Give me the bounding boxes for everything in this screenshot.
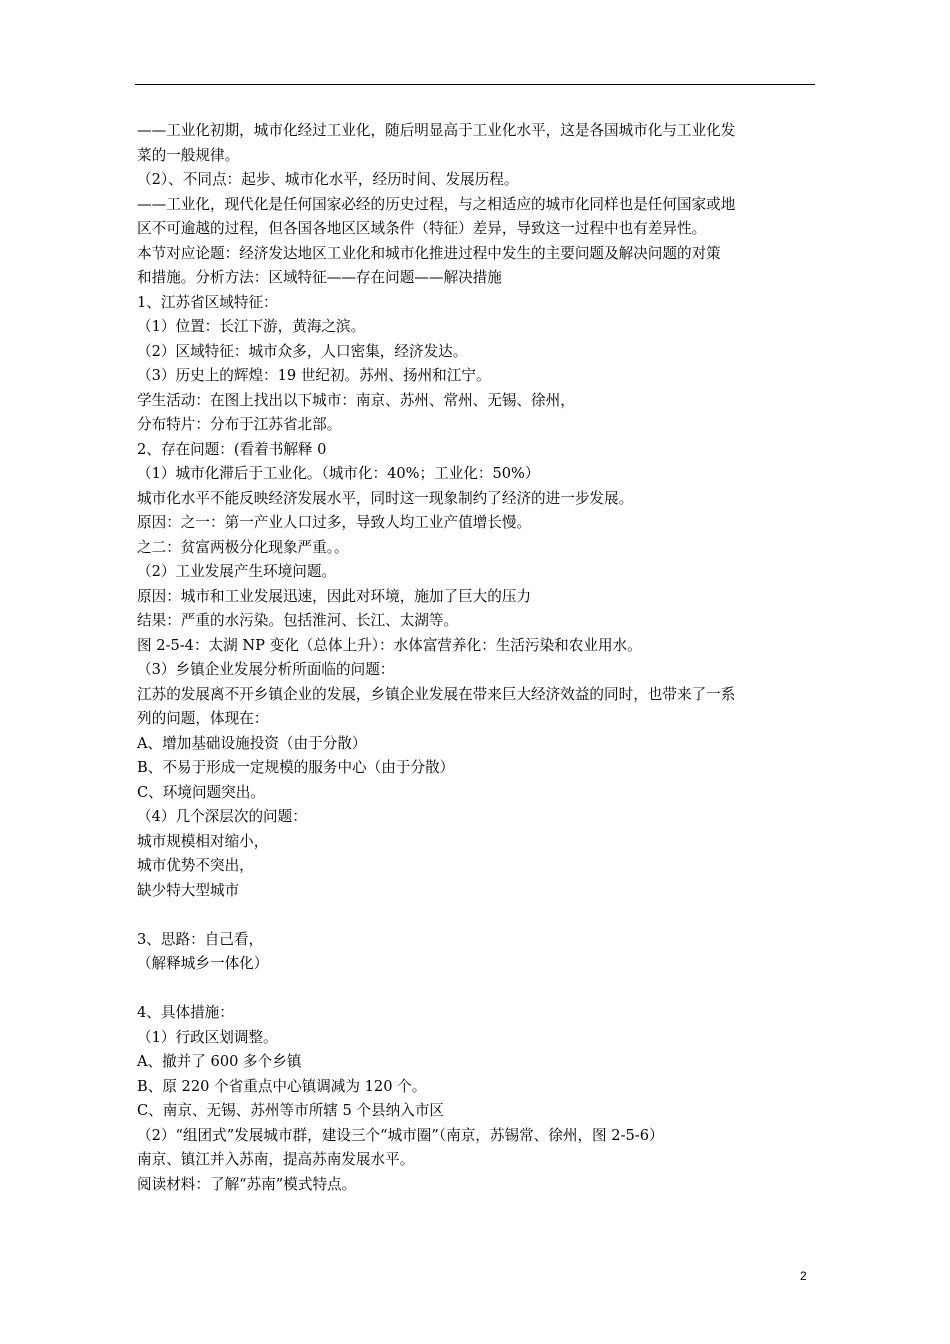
text-line: 之二：贫富两极分化现象严重。。: [137, 538, 349, 556]
text-line: （2）、不同点：起步、城市化水平，经历时间、发展历程。: [137, 171, 519, 188]
blank-line: [137, 977, 817, 1002]
text-line: （1）城市化滞后于工业化。（城市化：40%；工业化：50%）: [137, 465, 540, 482]
text-line: 学生活动：在图上找出以下城市：南京、苏州、常州、无锡、徐州，: [137, 391, 575, 409]
text-line: 原因：城市和工业发展迅速，因此对环境，施加了巨大的压力: [137, 587, 532, 605]
page-number: 2: [800, 1269, 807, 1283]
text-line: 分布特片：分布于江苏省北部。: [137, 416, 342, 433]
text-line: （解释城乡一体化）: [137, 955, 269, 972]
text-line: 阅读材料：了解“苏南”模式特点。: [137, 1175, 357, 1193]
text-line: 南京、镇江并入苏南，提高苏南发展水平。: [137, 1151, 415, 1168]
text-line: 3、思路：自己看，: [137, 930, 264, 948]
text-line: 城市规模相对缩小，: [137, 832, 269, 850]
text-line: 结果：严重的水污染。包括淮河、长江、太湖等。: [137, 612, 459, 629]
text-line: （2）“组团式”发展城市群，建设三个“城市圈”（南京，苏锡常、徐州，图 2-5-6）: [137, 1126, 664, 1144]
text-line: （1）位置：长江下游，黄海之滨。: [137, 318, 366, 335]
text-line: B、不易于形成一定规模的服务中心（由于分散）: [137, 759, 455, 776]
text-line: 城市化水平不能反映经济发展水平，同时这一现象制约了经济的进一步发展。: [137, 489, 634, 507]
text-line: 4、具体措施：: [137, 1004, 234, 1021]
text-line: 2、存在问题：(看着书解释 0: [137, 440, 327, 458]
text-line: 原因：之一：第一产业人口过多，导致人均工业产值增长慢。: [137, 514, 532, 531]
text-line: 1、江苏省区域特征：: [137, 293, 278, 311]
text-line: （2）区域特征：城市众多，人口密集，经济发达。: [137, 342, 468, 360]
text-line: （4）几个深层次的问题：: [137, 808, 307, 825]
text-line: A、撤并了 600 多个乡镇: [137, 1053, 302, 1070]
text-line: 和措施。分析方法：区域特征——存在问题——解决措施: [137, 269, 502, 286]
text-line: ——工业化，现代化是任何国家必经的历史过程，与之相适应的城市化同样也是任何国家或地: [137, 195, 736, 213]
text-line: 缺少特大型城市: [137, 881, 240, 899]
text-line: C、南京、无锡、苏州等市所辖 5 个县纳入市区: [137, 1102, 445, 1119]
text-line: ——工业化初期，城市化经过工业化，随后明显高于工业化水平，这是各国城市化与工业化发: [137, 122, 736, 139]
text-line: 江苏的发展离不开乡镇企业的发展，乡镇企业发展在带来巨大经济效益的同时，也带来了一系: [137, 685, 736, 703]
text-line: A、增加基础设施投资（由于分散）: [137, 734, 367, 752]
text-line: （3）乡镇企业发展分析所面临的问题：: [137, 661, 395, 678]
text-line: C、环境问题突出。: [137, 783, 265, 801]
text-line: 城市优势不突出，: [137, 857, 254, 874]
text-line: （2）工业发展产生环境问题。: [137, 563, 337, 580]
text-line: 图 2-5-4：太湖 NP 变化（总体上升）：水体富营养化：生活污染和农业用水。: [137, 636, 642, 654]
text-line: 本节对应论题：经济发达地区工业化和城市化推进过程中发生的主要问题及解决问题的对策: [137, 244, 721, 262]
text-line: 列的问题，体现在：: [137, 710, 269, 727]
header-rule: [135, 84, 815, 85]
text-line: B、原 220 个省重点中心镇调减为 120 个。: [137, 1077, 427, 1095]
text-line: （1）行政区划调整。: [137, 1028, 278, 1046]
text-line: （3）历史上的辉煌：19 世纪初。苏州、扬州和江宁。: [137, 367, 491, 384]
text-line: 菜的一般规律。: [137, 146, 240, 164]
blank-line: [137, 903, 817, 928]
text-line: 区不可逾越的过程，但各国各地区区域条件（特征）差异，导致这一过程中也有差异性。: [137, 220, 707, 237]
document-body: [137, 119, 817, 1197]
